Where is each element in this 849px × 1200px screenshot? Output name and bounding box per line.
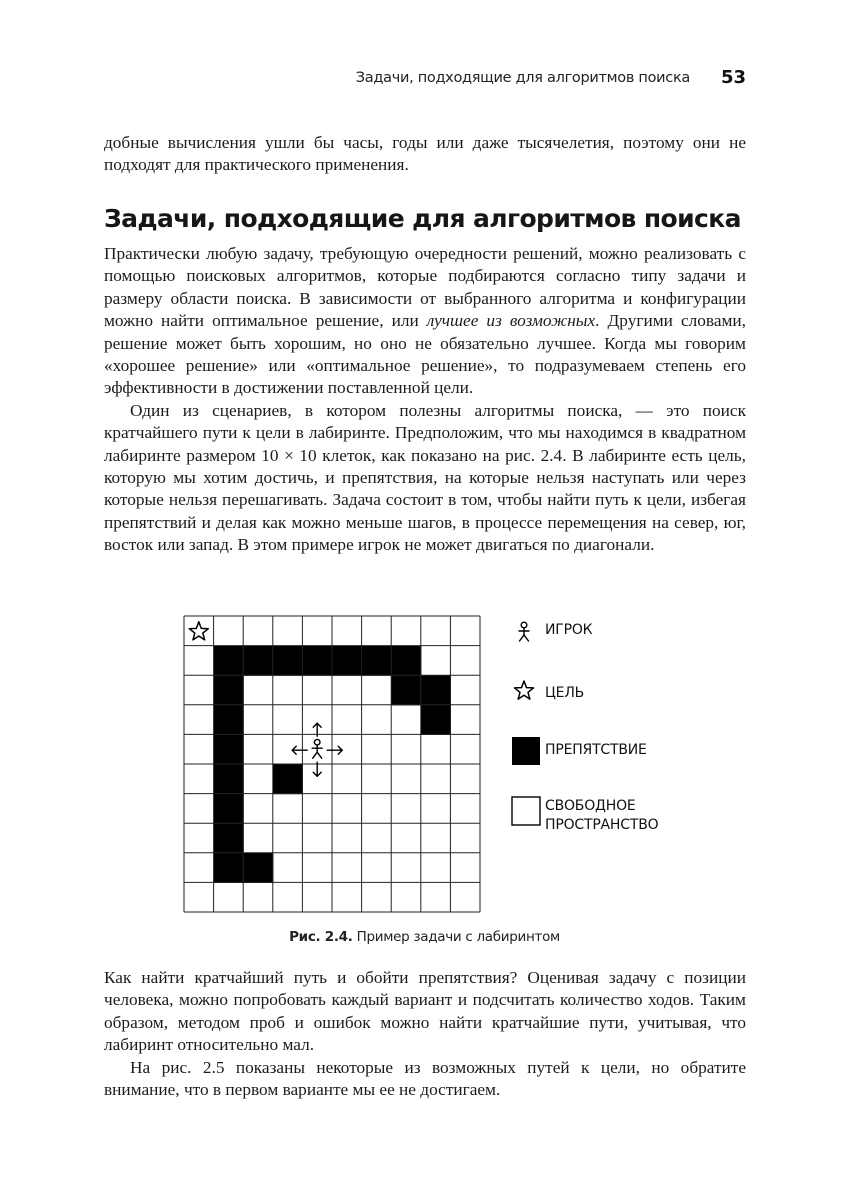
legend-free-label-line1: СВОБОДНОЕ [545,798,636,814]
legend-star-icon [514,681,533,699]
obstacle-cell [243,646,273,676]
closing-text-block [104,967,746,1101]
arrow-down-icon [313,762,321,776]
person-leg [317,752,322,758]
obstacle-cell [214,675,244,705]
paragraph-4: На рис. 2.5 показаны некоторые из возможных путей к цели, но обратите внимание, что в первом варианте мы ее не достигаем. [104,1057,746,1100]
intro-paragraph-block [104,132,746,177]
legend-obstacle-label: ПРЕПЯТСТВИЕ [545,742,647,758]
person-head [521,622,527,628]
arrow-up-icon [313,723,321,736]
figure-caption-label: Рис. 2.4. [289,929,353,945]
section-heading: Задачи, подходящие для алгоритмов поиска [104,204,741,233]
page-number: 53 [720,67,746,88]
obstacle-cell [214,853,244,883]
person-leg [313,752,318,758]
goal-star-icon [189,622,208,640]
legend-free-label-line2: ПРОСТРАНСТВО [545,817,659,833]
figure-caption [0,929,849,945]
paragraph-1-italic: лучшее из возможных [426,311,596,331]
obstacle-cell [214,764,244,794]
running-title: Задачи, подходящие для алгоритмов поиска [355,70,690,86]
player-icon [312,739,322,758]
obstacle-cell [421,675,451,705]
obstacle-cell [391,646,421,676]
intro-paragraph: добные вычисления ушли бы часы, годы или даже тысячелетия, поэтому они не подходят для практического применения. [104,133,746,175]
arrow-right-icon [327,746,342,754]
arrow-head [338,746,342,754]
arrow-head [313,723,321,727]
move-arrows [292,723,342,776]
legend-empty-square-icon [512,797,540,825]
arrow-left-icon [292,746,307,754]
person-head [314,739,320,745]
obstacle-cell [214,794,244,824]
paragraph-1-end: . Другими словами, решение может быть хорошим, но оно не обязательно лучшее. Когда мы говорим «хорошее решение» или «оптимальное решение», то подразумеваем степень его эффективности в достижении поставленной цели. [104,311,746,398]
legend-filled-square-icon [512,737,540,765]
obstacle-cell [273,764,303,794]
figure-caption-text: Пример задачи с лабиринтом [356,929,560,945]
paragraph-1 [104,243,746,400]
obstacle-cell [332,646,362,676]
obstacle-cell [214,734,244,764]
person-leg [520,635,525,641]
arrow-head [292,746,296,754]
obstacle-cell [421,705,451,735]
obstacle-cell [214,823,244,853]
obstacle-cell [214,646,244,676]
paragraph-1-start: Практически любую задачу, требующую очередности решений, можно реализовать с помощью поисковых алгоритмов, которые подбираются согласно типу задачи и размеру области поиска. В зависимости от выбранного алгоритма и конфигурации можно найти оптимальное решение, или [104,244,746,331]
obstacle-cell [273,646,303,676]
obstacle-cell [391,675,421,705]
paragraph-3: Как найти кратчайший путь и обойти препятствия? Оценивая задачу с позиции человека, можно попробовать каждый вариант и подсчитать количество ходов. Таким образом, методом проб и ошибок можно найти кратчайшие пути, учитывая, что лабиринт относительно мал. [104,968,746,1055]
obstacle-cell [214,705,244,735]
legend-player-label: ИГРОК [545,622,593,638]
legend-goal-label: ЦЕЛЬ [545,685,585,701]
arrow-head [313,772,321,776]
paragraph-2: Один из сценариев, в котором полезны алгоритмы поиска, — это поиск кратчайшего пути к цели в лабиринте. Предположим, что мы находимся в квадратном лабиринте размером 10 × 10 клеток, как показано на рис. 2.4. В лабиринте есть цель, которую мы хотим достичь, и препятствия, на которые нельзя наступать или через которые нельзя перешагивать. Задача состоит в том, чтобы найти путь к цели, избегая препятствий и делая как можно меньше шагов, в процессе перемещения на север, юг, восток или запад. В этом примере игрок не может двигаться по диагонали. [104,400,746,555]
obstacle-cell [302,646,332,676]
running-header [104,66,746,96]
body-text-block [104,243,746,557]
person-leg [524,635,529,641]
obstacle-cell [243,853,273,883]
legend-player-icon [519,622,529,641]
obstacle-cell [362,646,392,676]
